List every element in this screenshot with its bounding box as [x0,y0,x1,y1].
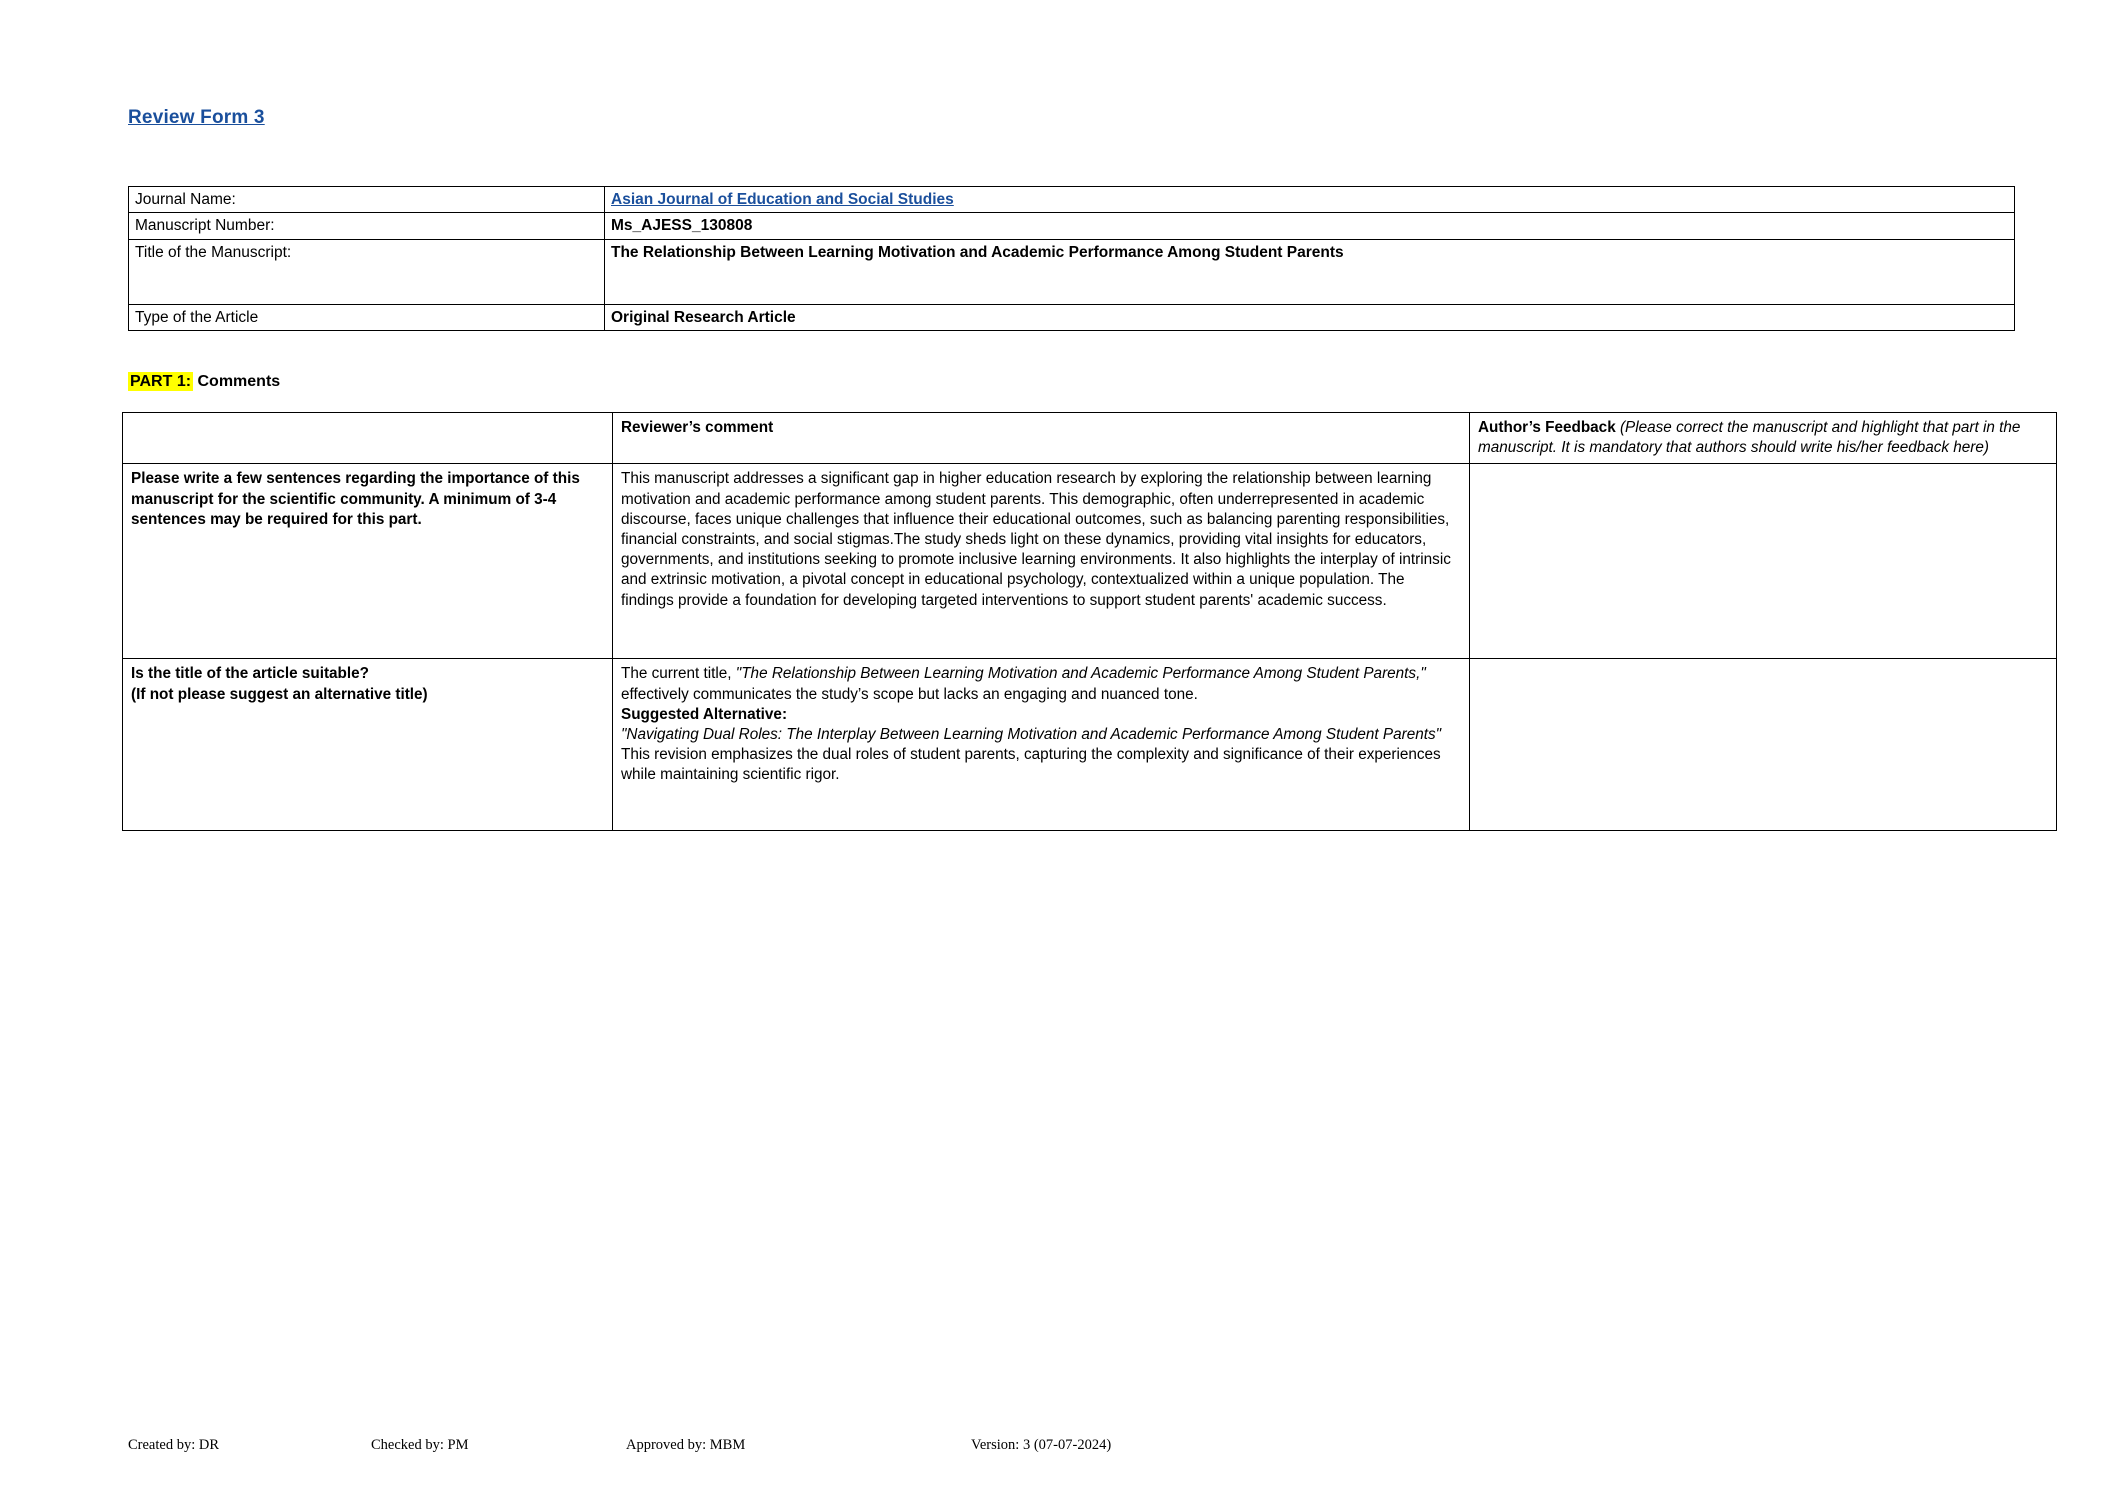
table-row [129,239,2015,304]
question-title-line1: Is the title of the article suitable? [131,665,369,683]
footer-created-by: Created by: DR [128,1437,220,1453]
reviewer-comment-title [613,659,1470,831]
header-author-feedback-title: Author’s Feedback [1478,419,1620,436]
author-feedback-importance[interactable] [1470,464,2057,659]
table-row [129,187,2015,213]
part-1-label: PART 1: [130,373,192,390]
manuscript-number-value: Ms_AJESS_130808 [605,213,2015,239]
journal-name-link[interactable]: Asian Journal of Education and Social Studies [611,191,954,208]
footer-checked-by: Checked by: PM [371,1437,469,1453]
suggested-alternative-label: Suggested Alternative: [621,705,788,723]
footer-approved-by: Approved by: MBM [626,1437,746,1453]
part-1-label-rest: Comments [193,373,281,390]
suggested-alternative-title: "Navigating Dual Roles: The Interplay Between Learning Motivation and Academic Performance Among Student Parents" [621,725,1442,743]
manuscript-title-label: Title of the Manuscript: [129,239,605,304]
question-title-line2: (If not please suggest an alternative title) [131,685,428,703]
header-reviewer-comment: Reviewer’s comment [613,413,1470,464]
header-author-feedback-note: (Please correct the manuscript and highlight that part in the manuscript. It is mandatory that authors should write his/her feedback here) [1478,419,2021,457]
comment-text-a: The current title, [621,665,736,683]
article-type-label: Type of the Article [129,304,605,330]
reviewer-comment-importance: This manuscript addresses a significant gap in higher education research by exploring the relationship between learning motivation and academic performance among student parents. This demographic, often underrepresented in academic discourse, faces unique challenges that influence their educational outcomes, such as balancing parenting responsibilities, financial constraints, and social stigmas.The study sheds light on these dynamics, providing vital insights for educators, governments, and institutions seeking to promote inclusive learning environments. It also highlights the interplay of intrinsic and extrinsic motivation, a pivotal concept in educational psychology, contextualized within a unique population. The findings provide a foundation for developing targeted interventions to support student parents' academic success. [613,464,1470,659]
part-1-heading [128,373,280,391]
manuscript-info-table [128,186,2015,331]
comments-table [122,412,2057,831]
table-row [123,659,2057,831]
footer-version: Version: 3 (07-07-2024) [971,1437,1112,1453]
author-feedback-title[interactable] [1470,659,2057,831]
journal-name-value [605,187,2015,213]
table-row [129,304,2015,330]
table-header-row [123,413,2057,464]
table-row [129,213,2015,239]
article-type-value: Original Research Article [605,304,2015,330]
comment-paragraph-1 [621,664,1461,704]
comment-paragraph-2: This revision emphasizes the dual roles of student parents, capturing the complexity and significance of their experiences while maintaining scientific rigor. [621,746,1441,784]
page-footer [128,1437,2008,1454]
question-importance: Please write a few sentences regarding the importance of this manuscript for the scientific community. A minimum of 3-4 sentences may be required for this part. [123,464,613,659]
page-title: Review Form 3 [128,107,265,128]
header-blank [123,413,613,464]
journal-name-label: Journal Name: [129,187,605,213]
manuscript-number-label: Manuscript Number: [129,213,605,239]
table-row [123,464,2057,659]
header-author-feedback [1470,413,2057,464]
comment-title-quote: "The Relationship Between Learning Motivation and Academic Performance Among Student Parents," [735,665,1426,683]
manuscript-title-value: The Relationship Between Learning Motivation and Academic Performance Among Student Parents [605,239,2015,304]
comment-text-b: effectively communicates the study’s scope but lacks an engaging and nuanced tone. [621,685,1198,703]
question-title-suitable [123,659,613,831]
